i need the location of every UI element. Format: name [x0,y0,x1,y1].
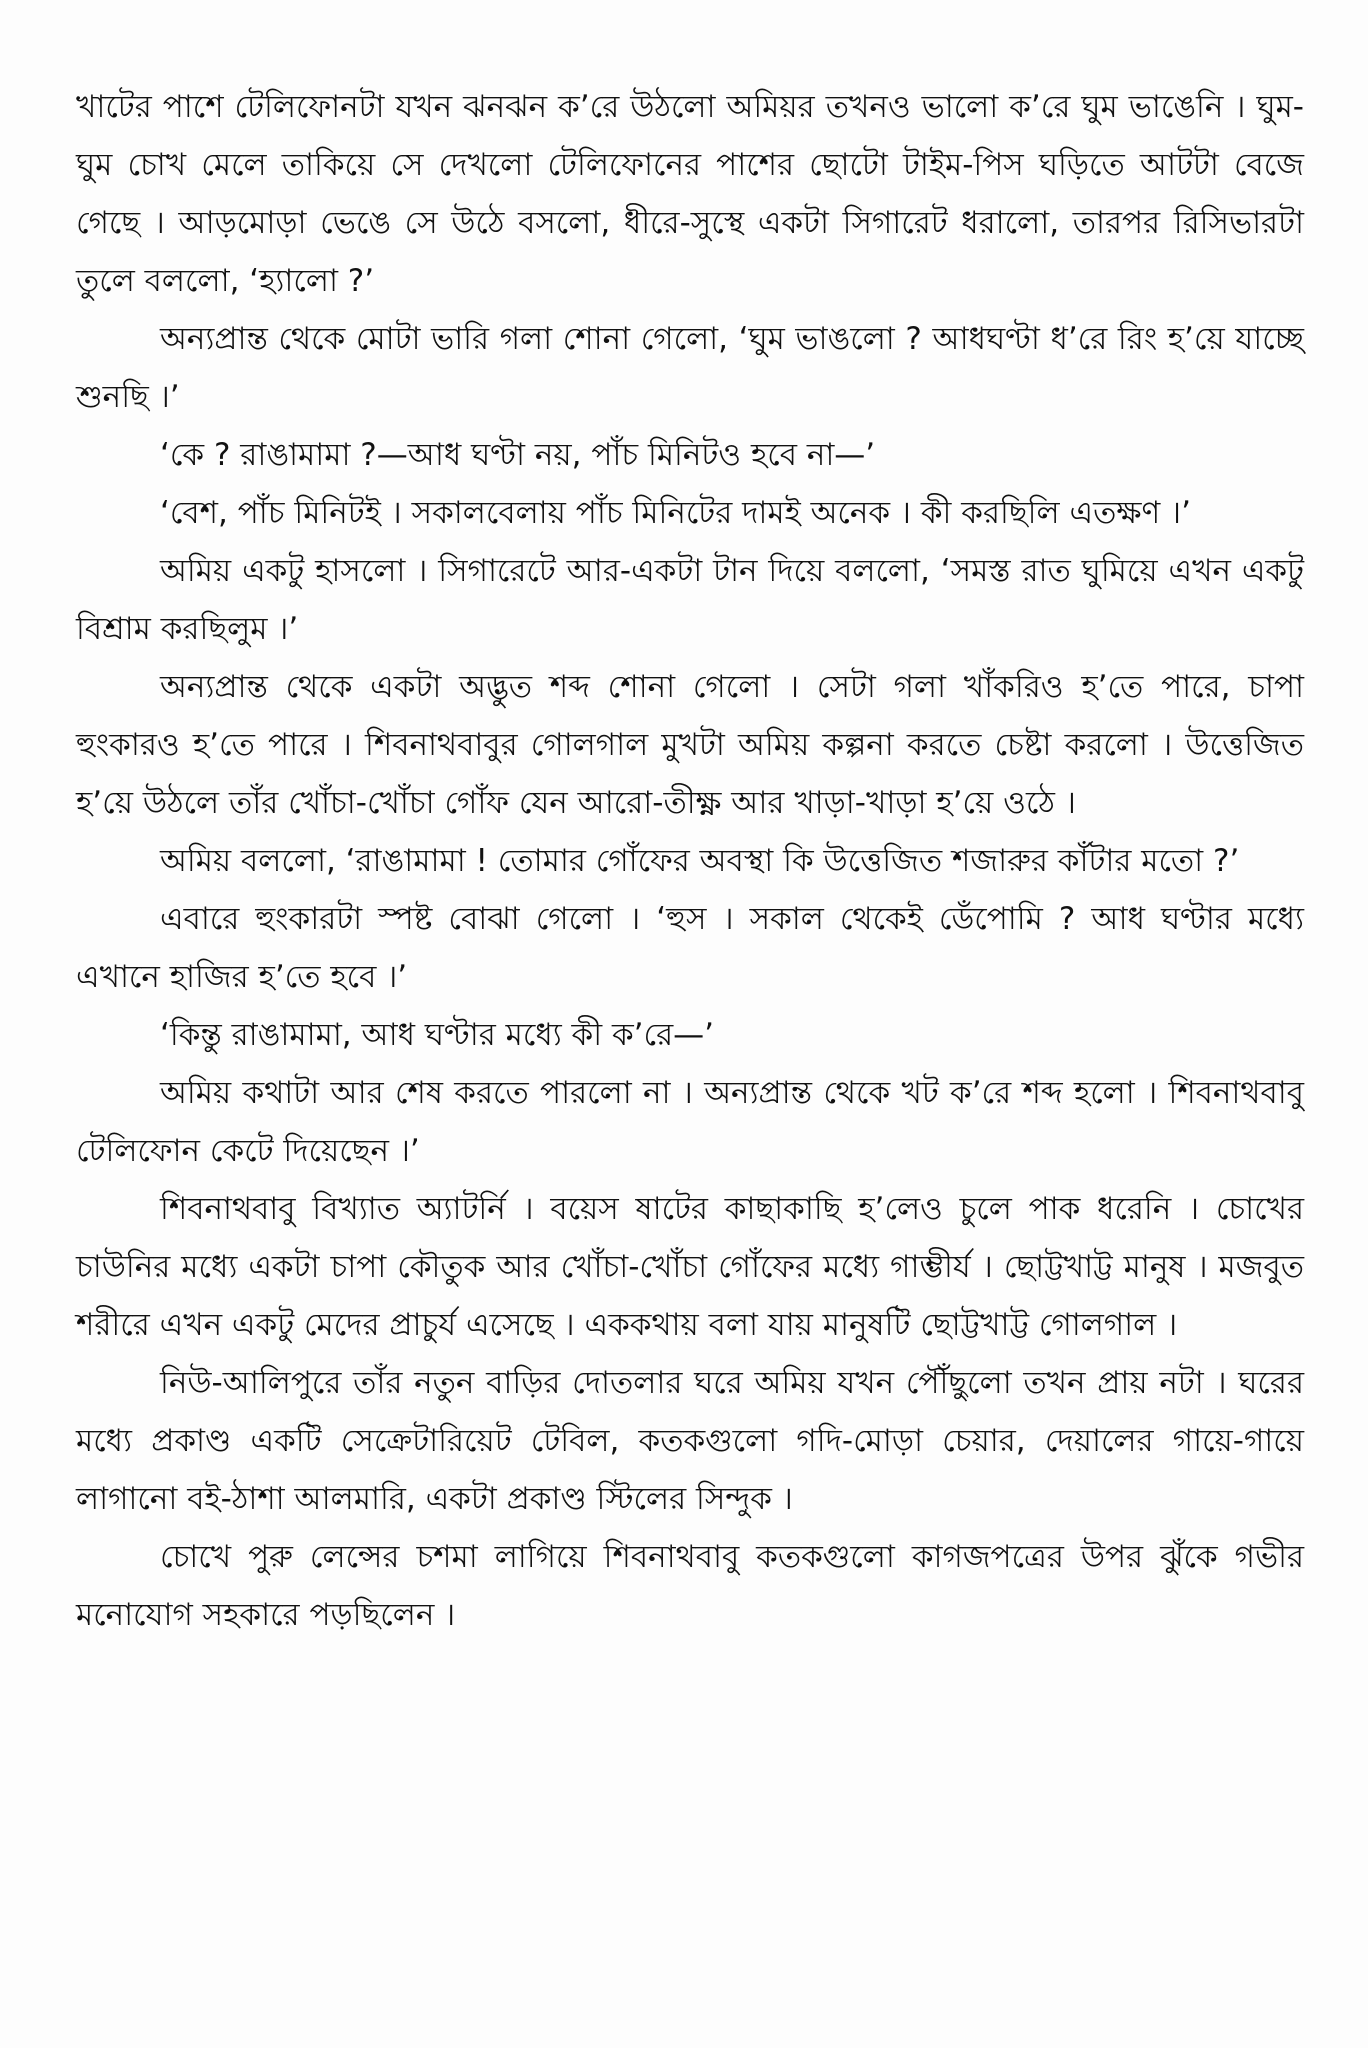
paragraph-7: অমিয় বললো, ‘রাঙামামা ! তোমার গোঁফের অবস্থা কি উত্তেজিত শজারুর কাঁটার মতো ?’ [160,843,1240,879]
paragraph-4: ‘বেশ, পাঁচ মিনিটই । সকালবেলায় পাঁচ মিনিটের দামই অনেক । কী করছিলি এতক্ষণ ।’ [160,495,1191,531]
paragraph-9: ‘কিন্তু রাঙামামা, আধ ঘণ্টার মধ্যে কী ক’রে—’ [160,1017,714,1053]
paragraph-2: অন্যপ্রান্ত থেকে মোটা ভারি গলা শোনা গেলো, ‘ঘুম ভাঙলো ? আধঘণ্টা ধ’রে রিং হ’য়ে যাচ্ছে শুনছি ।’ [76,321,1304,415]
paragraph-5: অমিয় একটু হাসলো । সিগারেটে আর-একটা টান দিয়ে বললো, ‘সমস্ত রাত ঘুমিয়ে এখন একটু বিশ্রাম করছিলুম ।’ [76,553,1304,647]
paragraph-13: চোখে পুরু লেন্সের চশমা লাগিয়ে শিবনাথবাবু কতকগুলো কাগজপত্রের উপর ঝুঁকে গভীর মনোযোগ সহকারে পড়ছিলেন । [76,1539,1304,1633]
page-body-text [76,78,1304,1644]
paragraph-11: শিবনাথবাবু বিখ্যাত অ্যাটর্নি । বয়েস ষাটের কাছাকাছি হ’লেও চুলে পাক ধরেনি । চোখের চাউনির মধ্যে একটা চাপা কৌতুক আর খোঁচা-খোঁচা গোঁফের মধ্যে গাম্ভীর্য । ছোট্টখাট্ট মানুষ । মজবুত শরীরে এখন একটু মেদের প্রাচুর্য এসেছে । এককথায় বলা যায় মানুষটি ছোট্টখাট্ট গোলগাল । [76,1191,1304,1343]
paragraph-12: নিউ-আলিপুরে তাঁর নতুন বাড়ির দোতলার ঘরে অমিয় যখন পৌঁছুলো তখন প্রায় নটা । ঘরের মধ্যে প্রকাণ্ড একটি সেক্রেটারিয়েট টেবিল, কতকগুলো গদি-মোড়া চেয়ার, দেয়ালের গায়ে-গায়ে লাগানো বই-ঠাশা আলমারি, একটা প্রকাণ্ড স্টিলের সিন্দুক । [76,1365,1304,1517]
paragraph-3: ‘কে ? রাঙামামা ?—আধ ঘণ্টা নয়, পাঁচ মিনিটও হবে না—’ [160,437,876,473]
paragraph-8: এবারে হুংকারটা স্পষ্ট বোঝা গেলো । ‘হুস । সকাল থেকেই ডেঁপোমি ? আধ ঘণ্টার মধ্যে এখানে হাজির হ’তে হবে ।’ [76,901,1304,995]
paragraph-10: অমিয় কথাটা আর শেষ করতে পারলো না । অন্যপ্রান্ত থেকে খট ক’রে শব্দ হলো । শিবনাথবাবু টেলিফোন কেটে দিয়েছেন ।’ [76,1075,1304,1169]
paragraph-6: অন্যপ্রান্ত থেকে একটা অদ্ভুত শব্দ শোনা গেলো । সেটা গলা খাঁকরিও হ’তে পারে, চাপা হুংকারও হ’তে পারে । শিবনাথবাবুর গোলগাল মুখটা অমিয় কল্পনা করতে চেষ্টা করলো । উত্তেজিত হ’য়ে উঠলে তাঁর খোঁচা-খোঁচা গোঁফ যেন আরো-তীক্ষ্ণ আর খাড়া-খাড়া হ’য়ে ওঠে । [76,669,1304,821]
paragraph-1: খাটের পাশে টেলিফোনটা যখন ঝনঝন ক’রে উঠলো অমিয়র তখনও ভালো ক’রে ঘুম ভাঙেনি । ঘুম-ঘুম চোখ মেলে তাকিয়ে সে দেখলো টেলিফোনের পাশের ছোটো টাইম-পিস ঘড়িতে আটটা বেজে গেছে । আড়মোড়া ভেঙে সে উঠে বসলো, ধীরে-সুস্থে একটা সিগারেট ধরালো, তারপর রিসিভারটা তুলে বললো, ‘হ্যালো ?’ [76,89,1304,299]
